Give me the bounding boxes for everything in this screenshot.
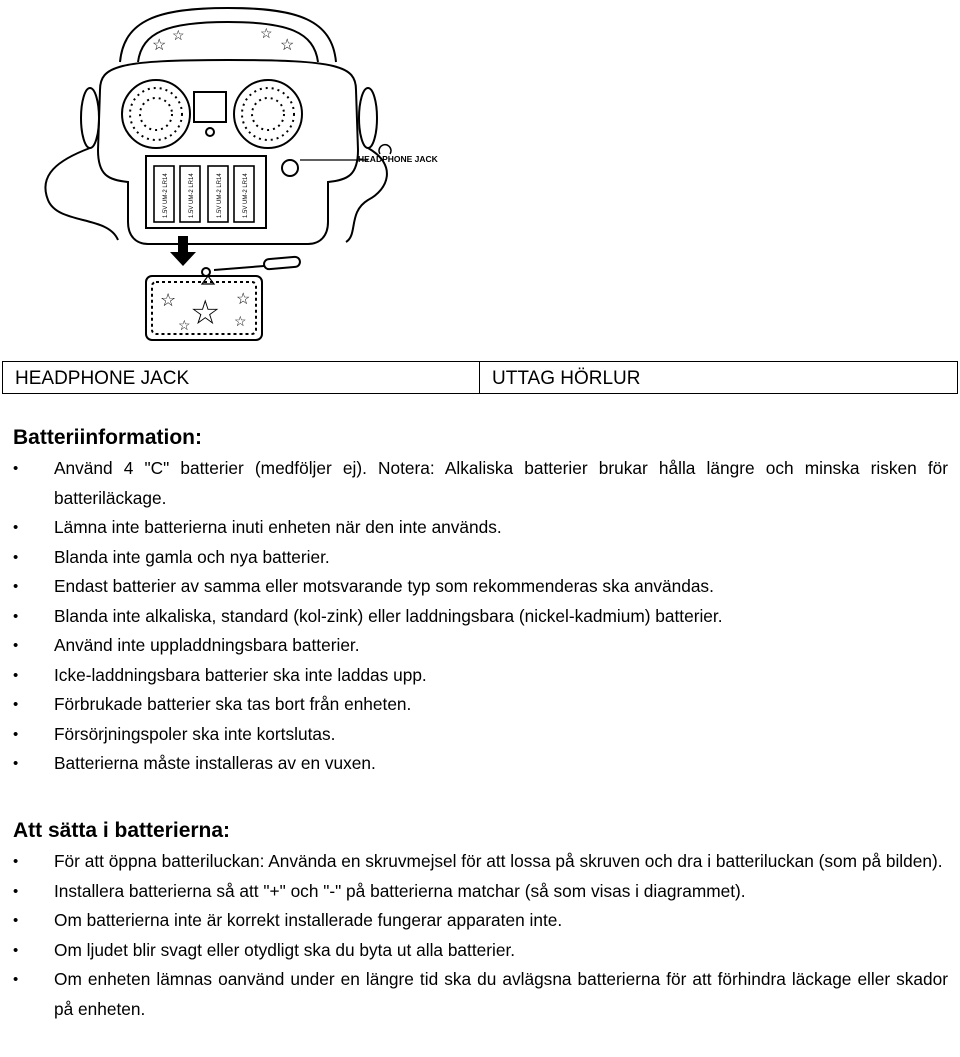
- list-item: • Förbrukade batterier ska tas bort från enheten.: [13, 690, 948, 720]
- table-row: [3, 362, 958, 394]
- translation-cell: UTTAG HÖRLUR: [480, 362, 958, 394]
- right-speaker: [234, 80, 302, 148]
- battery-marking: 1.5V UM-2 LR14: [217, 173, 223, 218]
- term-cell: HEADPHONE JACK: [3, 362, 480, 394]
- screwdriver-icon: [214, 256, 300, 270]
- list-item: • Icke-laddningsbara batterier ska inte laddas upp.: [13, 661, 948, 691]
- list-item: • Batterierna måste installeras av en vuxen.: [13, 749, 948, 779]
- headphone-jack: [282, 160, 298, 176]
- handle-star-icon: ☆: [260, 25, 273, 41]
- battery-info-heading: Batteriinformation:: [13, 426, 202, 449]
- list-item: • Om ljudet blir svagt eller otydligt ska du byta ut alla batterier.: [13, 936, 948, 966]
- term-translation-table: [2, 361, 958, 394]
- battery-marking: 1.5V UM-2 LR14: [163, 173, 169, 218]
- door-star-icon: ☆: [190, 294, 221, 332]
- install-batteries-list: [13, 847, 948, 1024]
- battery-marking: 1.5V UM-2 LR14: [243, 173, 249, 218]
- list-item: • Om batterierna inte är korrekt installerade fungerar apparaten inte.: [13, 906, 948, 936]
- headphone-jack-label: HEADPHONE JACK: [358, 154, 438, 164]
- list-item: • Lämna inte batterierna inuti enheten när den inte används.: [13, 513, 948, 543]
- list-item: • Om enheten lämnas oanvänd under en längre tid ska du avlägsna batterierna för att förhindra läckage eller skador på enheten.: [13, 965, 948, 1024]
- left-speaker: [122, 80, 190, 148]
- list-item: • För att öppna batteriluckan: Använda en skruvmejsel för att lossa på skruven och dra i batteriluckan (som på bilden).: [13, 847, 948, 877]
- door-star-icon: ☆: [236, 291, 251, 308]
- battery-info-list: [13, 454, 948, 779]
- door-screw: [202, 268, 210, 276]
- door-star-icon: ☆: [178, 317, 191, 333]
- list-item: • Blanda inte alkaliska, standard (kol-zink) eller laddningsbara (nickel-kadmium) batterier.: [13, 602, 948, 632]
- door-star-icon: ☆: [234, 313, 247, 329]
- device-battery-illustration: [28, 0, 468, 348]
- list-item: • Blanda inte gamla och nya batterier.: [13, 543, 948, 573]
- list-item: • Försörjningspoler ska inte kortslutas.: [13, 720, 948, 750]
- door-star-icon: ☆: [160, 290, 177, 310]
- list-item: • Använd 4 "C" batterier (medföljer ej). Notera: Alkaliska batterier brukar hålla längre och minska risken för batteriläckage.: [13, 454, 948, 513]
- list-item: • Använd inte uppladdningsbara batterier.: [13, 631, 948, 661]
- arrow-down-icon: [170, 236, 196, 266]
- handle-star-icon: ☆: [152, 37, 167, 54]
- list-item: • Endast batterier av samma eller motsvarande typ som rekommenderas ska användas.: [13, 572, 948, 602]
- battery-cells: [154, 166, 254, 222]
- list-item: • Installera batterierna så att "+" och "-" på batterierna matchar (så som visas i diagrammet).: [13, 877, 948, 907]
- handle-star-icon: ☆: [172, 27, 185, 43]
- battery-marking: 1.5V UM-2 LR14: [189, 173, 195, 218]
- headphone-jack-icon: [379, 145, 391, 154]
- display-window: [194, 92, 226, 122]
- install-batteries-heading: Att sätta i batterierna:: [13, 819, 231, 842]
- handle-star-icon: ☆: [280, 37, 295, 54]
